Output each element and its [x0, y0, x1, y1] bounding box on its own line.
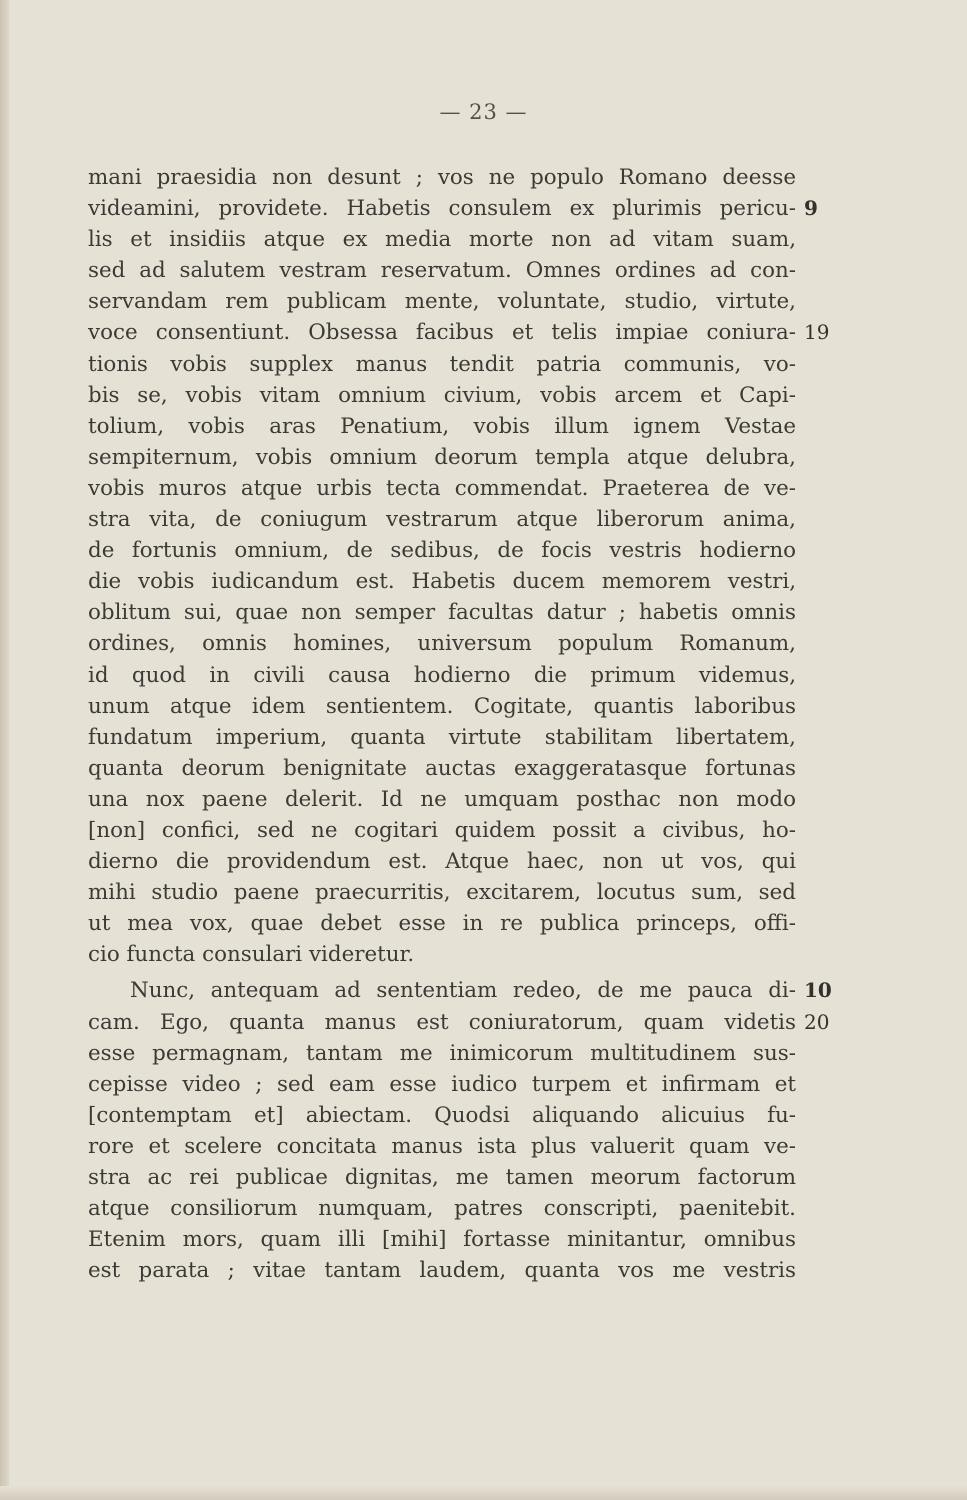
text-line — [88, 908, 796, 939]
text-line — [88, 691, 796, 722]
text-body — [88, 162, 832, 1286]
line-text: esse permagnam, tantam me inimicorum multitudinem sus- — [88, 1040, 796, 1066]
text-line — [88, 255, 796, 286]
text-line — [88, 224, 796, 255]
line-text: voce consentiunt. Obsessa facibus et telis impiae coniura- — [88, 320, 796, 346]
text-line — [88, 1255, 796, 1286]
line-text: vobis muros atque urbis tecta commendat. Praeterea de ve- — [88, 475, 796, 501]
page-number: — 23 — — [439, 100, 528, 124]
line-text: [non] confici, sed ne cogitari quidem possit a civibus, ho- — [88, 817, 796, 843]
text-line — [88, 1069, 796, 1100]
text-line — [88, 566, 796, 597]
text-line — [88, 193, 818, 224]
text-line — [88, 162, 796, 193]
line-text: mani praesidia non desunt ; vos ne populo Romano deesse — [88, 165, 796, 190]
line-text: de fortunis omnium, de sedibus, de focis vestris hodierno — [88, 538, 796, 564]
line-text: dierno die providendum est. Atque haec, non ut vos, qui — [88, 849, 796, 875]
text-line — [88, 1131, 796, 1162]
line-text: atque consiliorum numquam, patres conscripti, paenitebit. — [88, 1196, 796, 1222]
text-line — [88, 380, 796, 411]
margin-line-number: 19 — [804, 320, 830, 345]
text-line — [88, 597, 796, 628]
line-text: rore et scelere concitata manus ista plus valuerit quam ve- — [88, 1133, 796, 1159]
line-text: cam. Ego, quanta manus est coniuratorum, quam videtis — [88, 1009, 796, 1035]
text-line — [88, 939, 796, 970]
line-text: stra vita, de coniugum vestrarum atque liberorum anima, — [88, 507, 796, 533]
text-line — [88, 286, 796, 317]
line-text: tolium, vobis aras Penatium, vobis illum ignem Vestae — [88, 413, 796, 439]
margin-line-number: 10 — [804, 978, 832, 1003]
line-text: id quod in civili causa hodierno die primum videmus, — [88, 662, 796, 688]
text-line — [88, 1038, 796, 1069]
line-text: Nunc, antequam ad sententiam redeo, de me pauca di- — [130, 978, 796, 1004]
text-line — [88, 1162, 796, 1193]
line-text: mihi studio paene praecurritis, excitarem, locutus sum, sed — [88, 880, 796, 906]
text-line — [88, 628, 796, 659]
line-text: videamini, providete. Habetis consulem ex plurimis pericu- — [88, 196, 796, 222]
line-text: est parata ; vitae tantam laudem, quanta vos me vestris — [88, 1258, 796, 1284]
page-binding-edge — [0, 0, 9, 1500]
text-line — [88, 975, 832, 1006]
text-line — [88, 815, 796, 846]
text-line — [88, 411, 796, 442]
text-line — [88, 442, 796, 473]
text-line — [88, 1100, 796, 1131]
line-text: ut mea vox, quae debet esse in re publica princeps, offi- — [88, 911, 796, 937]
line-text: sempiternum, vobis omnium deorum templa atque delubra, — [88, 444, 796, 470]
text-line — [88, 1224, 796, 1255]
line-text: cepisse video ; sed eam esse iudico turpem et infirmam et — [88, 1071, 796, 1097]
margin-line-number: 9 — [804, 196, 818, 221]
line-text: ordines, omnis homines, universum populum Romanum, — [88, 631, 796, 657]
line-text: Etenim mors, quam illi [mihi] fortasse minitantur, omnibus — [88, 1227, 796, 1253]
text-line — [88, 877, 796, 908]
text-line — [88, 1193, 796, 1224]
line-text: lis et insidiis atque ex media morte non ad vitam suam, — [88, 227, 796, 253]
line-text: bis se, vobis vitam omnium civium, vobis arcem et Capi- — [88, 382, 796, 408]
text-line — [88, 784, 796, 815]
line-text: oblitum sui, quae non semper facultas datur ; habetis omnis — [88, 600, 796, 626]
line-text: quanta deorum benignitate auctas exaggeratasque fortunas — [88, 755, 796, 781]
text-line — [88, 504, 796, 535]
text-line — [88, 722, 796, 753]
page-bottom-edge — [0, 1486, 967, 1500]
line-text: [contemptam et] abiectam. Quodsi aliquando alicuius fu- — [88, 1102, 796, 1128]
text-line — [88, 753, 796, 784]
line-text: tionis vobis supplex manus tendit patria communis, vo- — [88, 351, 796, 377]
line-text: una nox paene delerit. Id ne umquam posthac non modo — [88, 786, 796, 812]
line-text: die vobis iudicandum est. Habetis ducem memorem vestri, — [88, 569, 796, 595]
text-line — [88, 846, 796, 877]
text-line — [88, 1007, 830, 1038]
line-text: sed ad salutem vestram reservatum. Omnes ordines ad con- — [88, 258, 796, 284]
line-text: unum atque idem sentientem. Cogitate, quantis laboribus — [88, 693, 796, 719]
margin-line-number: 20 — [804, 1009, 830, 1034]
text-line — [88, 317, 830, 348]
text-line — [88, 349, 796, 380]
line-text: servandam rem publicam mente, voluntate, studio, virtute, — [88, 289, 796, 315]
line-text: fundatum imperium, quanta virtute stabilitam libertatem, — [88, 724, 796, 750]
line-text: cio functa consulari videretur. — [88, 942, 415, 968]
line-text: stra ac rei publicae dignitas, me tamen meorum factorum — [88, 1165, 796, 1190]
text-line — [88, 660, 796, 691]
text-line — [88, 473, 796, 504]
text-line — [88, 535, 796, 566]
